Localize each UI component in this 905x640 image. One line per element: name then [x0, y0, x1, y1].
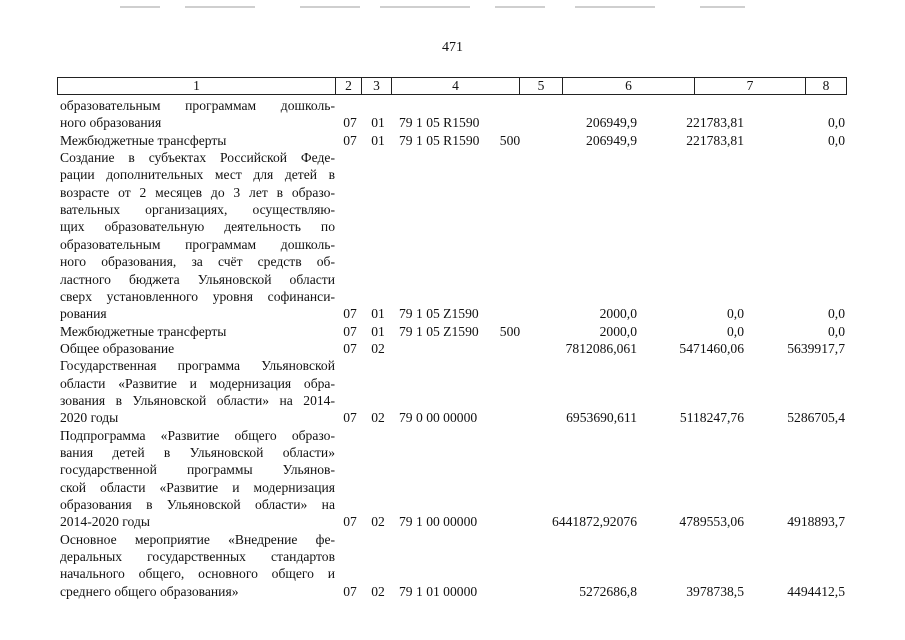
expense-type-code: 500: [499, 132, 521, 148]
subsection-code: 02: [371, 340, 385, 356]
subsection-code: 01: [371, 323, 385, 339]
row-description: Создание в субъектах Российской Феде-: [60, 150, 335, 166]
amount-col-7: 0,0: [727, 323, 744, 339]
target-article-code: 79 0 00 00000: [399, 410, 478, 426]
section-code: 07: [343, 132, 357, 148]
amount-col-7: 221783,81: [686, 115, 744, 131]
amount-col-8: 0,0: [828, 323, 845, 339]
column-number-1: 1: [58, 78, 336, 94]
row-description: деральных государственных стандартов: [60, 549, 335, 565]
table-row: [0, 236, 905, 253]
table-row: [0, 149, 905, 166]
amount-col-6: 2000,0: [599, 306, 637, 322]
subsection-code: 01: [371, 115, 385, 131]
table-row: [0, 166, 905, 183]
subsection-code: 01: [371, 306, 385, 322]
row-description: возрасте от 2 месяцев до 3 лет в образо-: [60, 184, 335, 200]
amount-col-7: 4789553,06: [679, 514, 744, 530]
target-article-code: 79 1 01 00000: [399, 583, 478, 599]
table-row: [0, 201, 905, 218]
table-row: [0, 409, 905, 426]
table-row: [0, 132, 905, 149]
table-row: [0, 531, 905, 548]
section-code: 07: [343, 306, 357, 322]
column-number-5: 5: [520, 78, 563, 94]
amount-col-8: 4918893,7: [787, 514, 845, 530]
row-description: Общее образование: [60, 340, 175, 356]
table-row: [0, 97, 905, 114]
table-row: [0, 548, 905, 565]
row-description: ластного бюджета Ульяновской области: [60, 271, 335, 287]
table-row: [0, 184, 905, 201]
row-description: 2014-2020 годы: [60, 514, 150, 530]
amount-col-6: 206949,9: [586, 132, 637, 148]
amount-col-8: 5286705,4: [787, 410, 845, 426]
table-header-row: [57, 77, 847, 95]
table-row: [0, 427, 905, 444]
column-number-8: 8: [822, 78, 830, 93]
amount-col-8: 0,0: [828, 115, 845, 131]
table-row: [0, 288, 905, 305]
amount-col-6: 6441872,92076: [552, 514, 637, 530]
row-description: вания детей в Ульяновской области»: [60, 445, 335, 460]
section-code: 07: [343, 115, 357, 131]
table-row: [0, 565, 905, 582]
column-number-4: 4: [392, 78, 520, 94]
table-row: [0, 357, 905, 374]
amount-col-6: 2000,0: [599, 323, 637, 339]
table-row: [0, 375, 905, 392]
target-article-code: 79 1 05 Z1590: [399, 323, 479, 339]
amount-col-6: 5272686,8: [579, 583, 637, 599]
amount-col-7: 221783,81: [686, 132, 744, 148]
row-description: рования: [60, 306, 107, 322]
row-description: ного образования: [60, 115, 162, 131]
row-description: сверх установленного уровня софинанси-: [60, 288, 335, 304]
section-code: 07: [343, 340, 357, 356]
amount-col-8: 5639917,7: [787, 340, 845, 356]
amount-col-7: 5471460,06: [679, 340, 744, 356]
expense-type-code: 500: [499, 323, 521, 339]
section-code: 07: [343, 323, 357, 339]
section-code: 07: [343, 514, 357, 530]
table-row: [0, 444, 905, 461]
table-row: [0, 323, 905, 340]
row-description: 2020 годы: [60, 410, 119, 426]
row-description: Подпрограмма «Развитие общего образо-: [60, 427, 335, 443]
row-description: щих образовательную деятельность по: [60, 219, 335, 235]
row-description: ской области «Развитие и модернизация: [60, 479, 335, 495]
page-number: 471: [442, 40, 463, 55]
table-row: [0, 218, 905, 235]
table-row: [0, 392, 905, 409]
amount-col-8: 0,0: [828, 306, 845, 322]
amount-col-6: 206949,9: [586, 115, 637, 131]
target-article-code: 79 1 05 R1590: [399, 132, 480, 148]
subsection-code: 02: [371, 410, 385, 426]
amount-col-6: 7812086,061: [565, 340, 637, 356]
row-description: Межбюджетные трансферты: [60, 132, 227, 148]
row-description: государственной программы Ульянов-: [60, 462, 335, 478]
table-row: [0, 513, 905, 530]
row-description: образовательным программам дошколь-: [60, 236, 335, 252]
table-row: [0, 271, 905, 288]
table-row: [0, 461, 905, 478]
row-description: образования в Ульяновской области» на: [60, 497, 335, 513]
section-code: 07: [343, 583, 357, 599]
table-row: [0, 583, 905, 600]
row-description: Основное мероприятие «Внедрение фе-: [60, 531, 335, 547]
row-description: области «Развитие и модернизация обра-: [60, 375, 335, 391]
target-article-code: 79 1 00 00000: [399, 514, 478, 530]
table-row: [0, 253, 905, 270]
column-number-2: 2: [336, 78, 362, 94]
row-description: Государственная программа Ульяновской: [60, 358, 335, 374]
amount-col-7: 0,0: [727, 306, 744, 322]
target-article-code: 79 1 05 Z1590: [399, 306, 479, 322]
amount-col-6: 6953690,611: [566, 410, 637, 426]
table-row: [0, 479, 905, 496]
amount-col-8: 4494412,5: [787, 583, 845, 599]
row-description: рации дополнительных мест для детей в: [60, 167, 335, 183]
row-description: ного образования, за счёт средств об-: [60, 254, 335, 270]
row-description: начального общего, основного общего и: [60, 566, 335, 582]
column-number-6: 6: [563, 78, 695, 94]
column-number-3: 3: [362, 78, 392, 94]
table-row: [0, 305, 905, 322]
amount-col-8: 0,0: [828, 132, 845, 148]
section-code: 07: [343, 410, 357, 426]
amount-col-7: 3978738,5: [686, 583, 744, 599]
table-row: [0, 114, 905, 131]
table-row: [0, 496, 905, 513]
target-article-code: 79 1 05 R1590: [399, 115, 480, 131]
table-row: [0, 340, 905, 357]
column-number-7: 7: [695, 78, 806, 94]
amount-col-7: 5118247,76: [679, 410, 744, 426]
row-description: Межбюджетные трансферты: [60, 323, 227, 339]
row-description: вательных организациях, осуществляю-: [60, 202, 335, 218]
row-description: зования в Ульяновской области» на 2014-: [60, 392, 335, 408]
row-description: образовательным программам дошколь-: [60, 98, 335, 113]
subsection-code: 01: [371, 132, 385, 148]
row-description: среднего общего образования»: [60, 583, 239, 599]
subsection-code: 02: [371, 583, 385, 599]
subsection-code: 02: [371, 514, 385, 530]
